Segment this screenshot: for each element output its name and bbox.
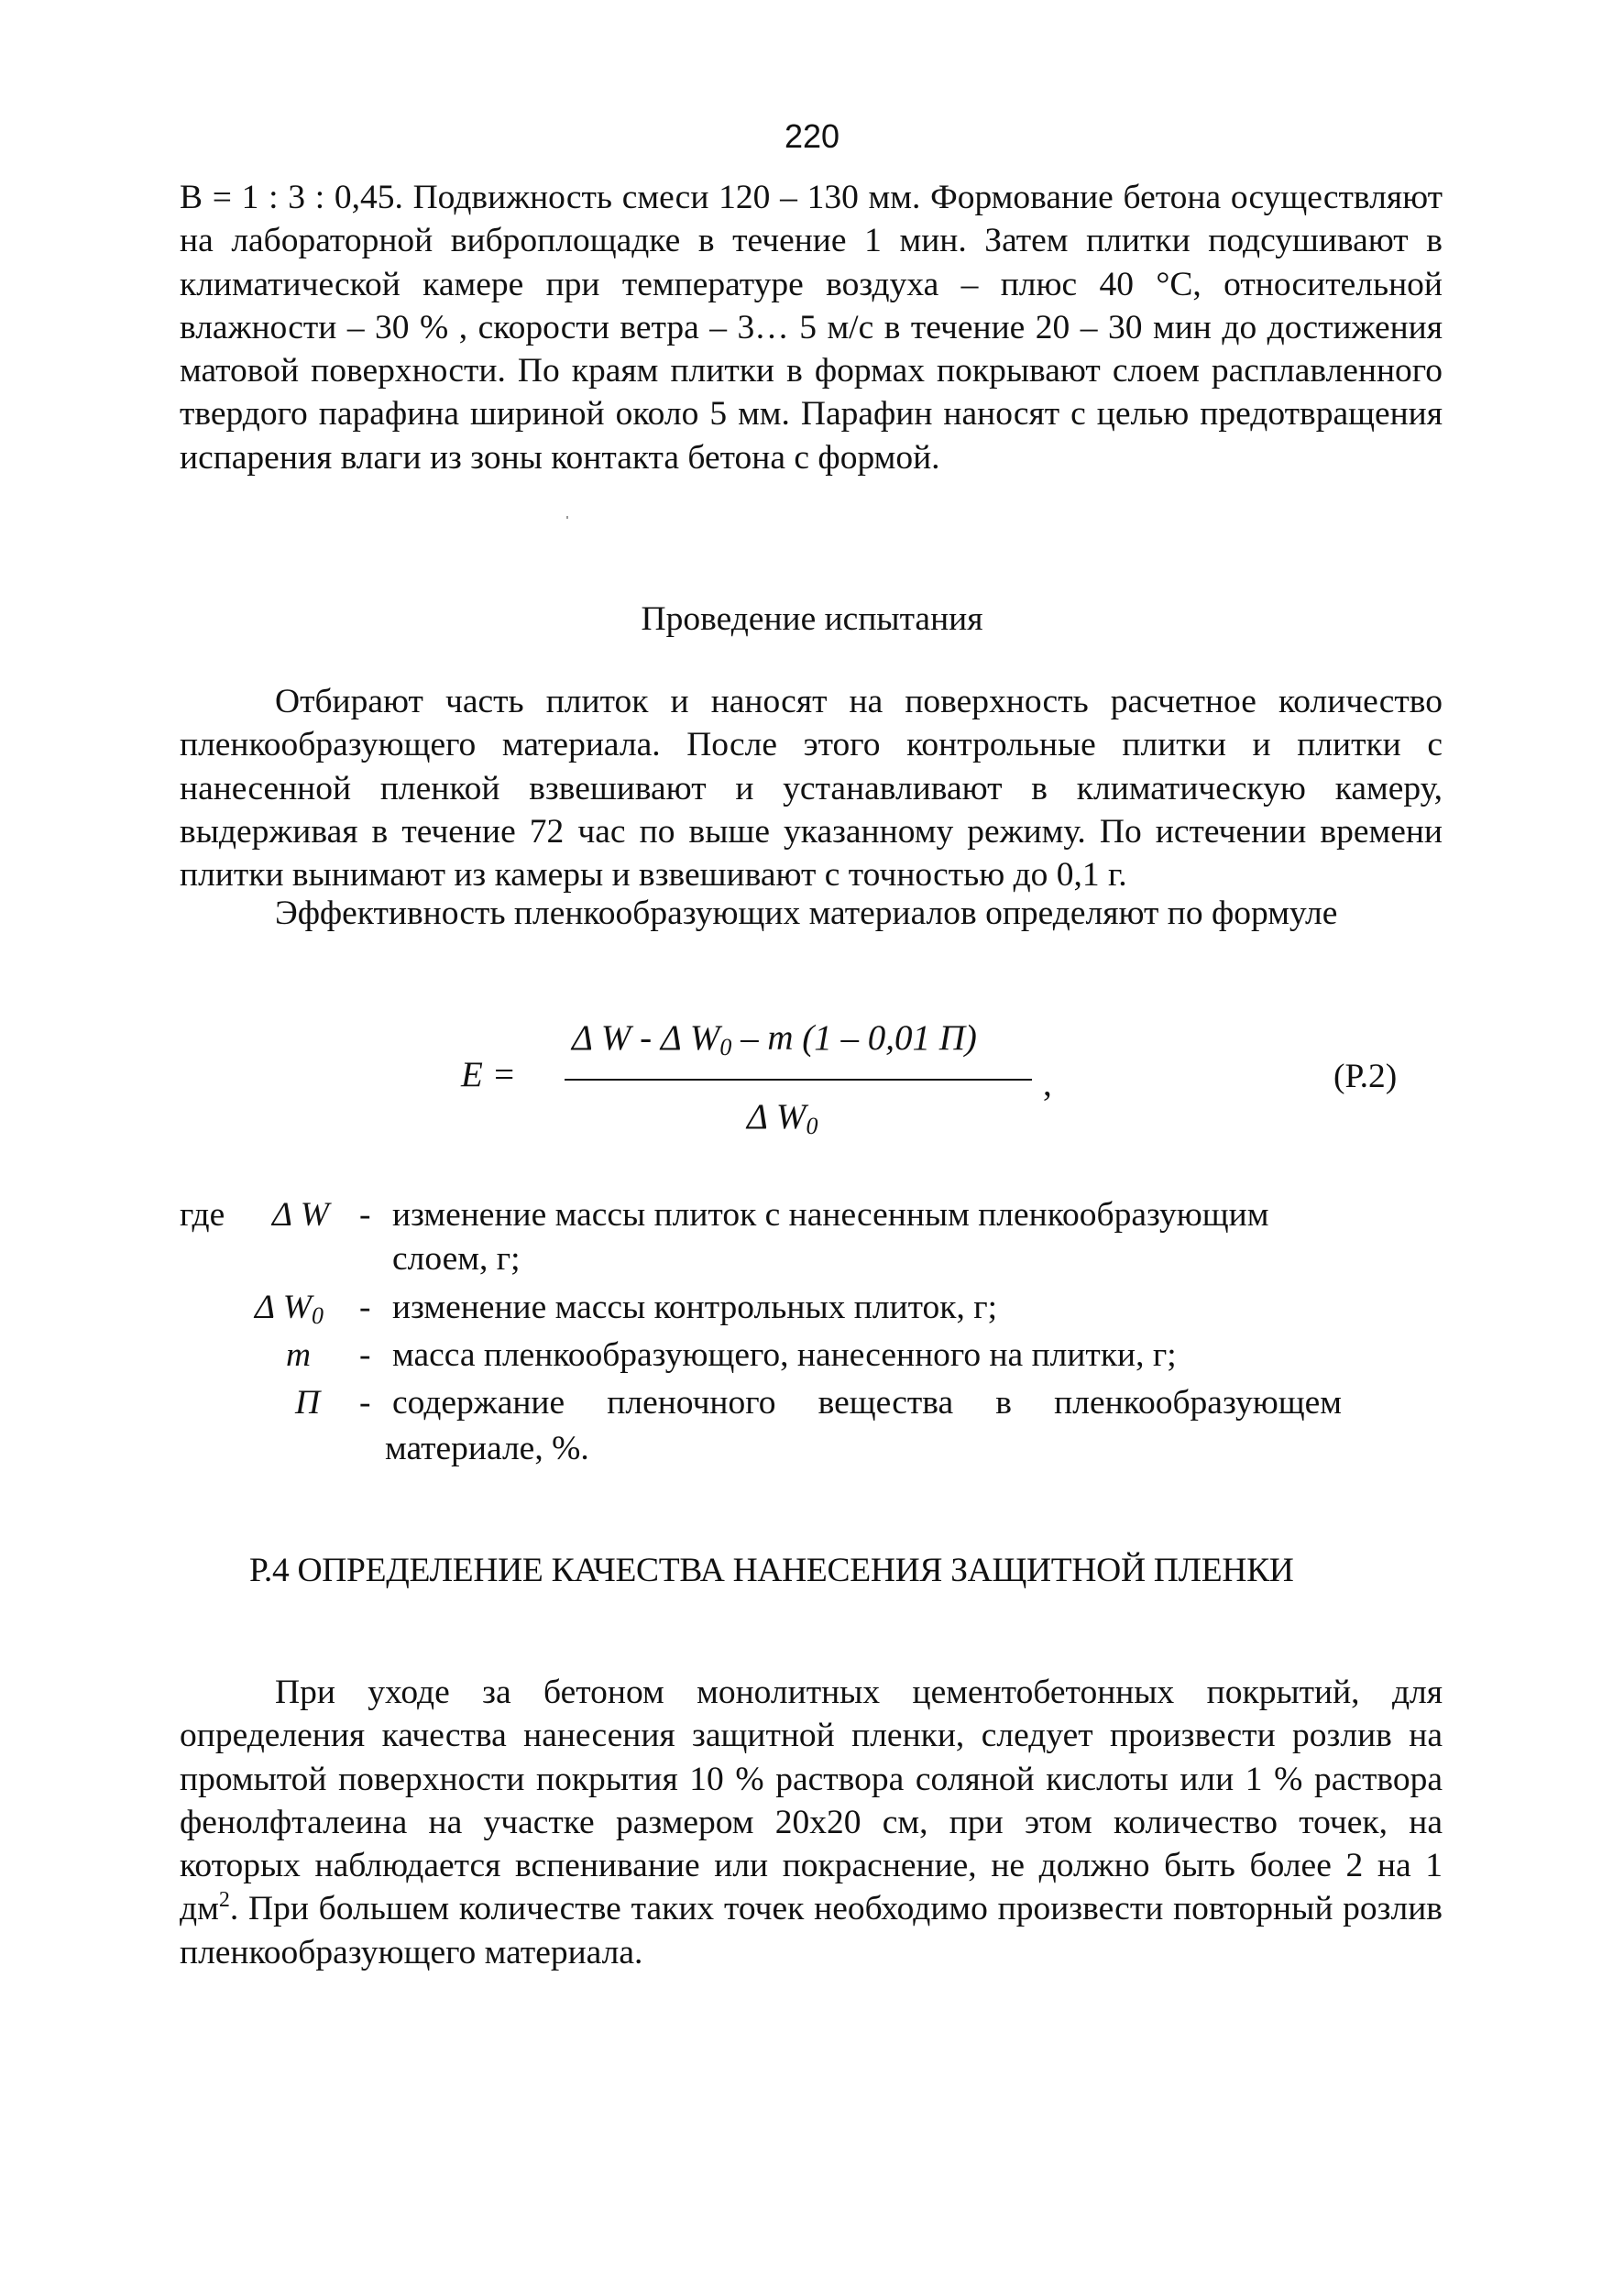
legend-description-delta-w0: изменение массы контрольных плиток, г; [392,1289,998,1326]
paragraph-formula-intro-text: Эффективность пленкообразующих материалов определяют по формуле [275,895,1338,932]
formula-denominator [747,1096,817,1140]
legend-symbol-p: П [295,1384,321,1422]
scan-speck [566,516,568,519]
superscript-squared: 2 [218,1888,230,1913]
paragraph-test-procedure-text: Отбирают часть плиток и наносят на поверхность расчетное количество пленкообразующего материала. После этого контрольные плитки и плитки с нанесенной пленкой взвешивают и устанавливают в климатическую камеру, выдерживая в течение 72 час по выше указанному режиму. По истечении времени плитки вынимают из камеры и взвешивают с точностью до 0,1 г. [180,683,1443,895]
legend-symbol-delta-w0-text: Δ W [255,1289,312,1326]
legend-symbol-m: m [286,1336,312,1374]
formula-numerator-b: – m (1 – 0,01 П) [731,1018,977,1058]
legend-symbol-delta-w: Δ W [272,1196,329,1234]
formula-denominator-text: Δ W [747,1097,807,1136]
formula-number: (Р.2) [1333,1058,1398,1095]
formula-comma: , [1043,1064,1052,1104]
legend-dash: - [359,1336,371,1374]
formula-denominator-subscript: 0 [806,1113,818,1139]
legend-where: где [180,1196,225,1234]
heading-test-procedure: Проведение испытания [641,600,983,638]
formula-lhs: E = [461,1055,516,1094]
paragraph-film-quality-text-1: При уходе за бетоном монолитных цементобетонных покрытий, для определения качества нанесения защитной пленки, следует произвести розлив на промытой поверхности покрытия 10 % раствора соляной кислоты или 1 % раствора фенолфталеина на участке размером 20х20 см, при этом количество точек, на которых наблюдается вспенивание или покраснение, не должно быть более 2 на 1 дм [180,1674,1443,1928]
formula-numerator-a: Δ W - Δ W [572,1018,720,1058]
paragraph-mix-preparation: В = 1 : 3 : 0,45. Подвижность смеси 120 – 130 мм. Формование бетона осуществляют на лабораторной виброплощадке в течение 1 мин. Затем плитки подсушивают в климатической камере при температуре воздуха – плюс 40 °С, относительной влажности – 30 % , скорости ветра – 3… 5 м/с в течение 20 – 30 мин до достижения матовой поверхности. По краям плитки в формах покрывают слоем расплавленного твердого парафина шириной около 5 мм. Парафин наносят с целью предотвращения испарения влаги из зоны контакта бетона с формой. [180,179,1443,477]
legend-dash: - [359,1289,371,1326]
legend-dash: - [359,1196,371,1234]
legend-dash: - [359,1384,371,1422]
formula-numerator-subscript: 0 [719,1034,732,1060]
page-number: 220 [784,117,840,155]
paragraph-film-quality [180,1671,1443,1974]
paragraph-film-quality-text-2: . При большем количестве таких точек необходимо произвести повторный розлив пленкообразующего материала. [180,1890,1443,1971]
legend-description-p: содержание пленочного вещества в пленкообразующем [392,1384,1342,1422]
legend-symbol-delta-w0 [255,1286,324,1337]
legend-description-p-continuation: материале, %. [385,1430,589,1467]
paragraph-formula-intro [180,892,1443,935]
heading-section-p4: Р.4 ОПРЕДЕЛЕНИЕ КАЧЕСТВА НАНЕСЕНИЯ ЗАЩИТНОЙ ПЛЕНКИ [249,1552,1294,1589]
paragraph-test-procedure [180,680,1443,896]
legend-symbol-delta-w0-subscript: 0 [311,1302,324,1329]
legend-description-m: масса пленкообразующего, нанесенного на плитки, г; [392,1336,1177,1374]
fraction-bar [565,1079,1032,1081]
formula-numerator [572,1017,977,1061]
legend-description-delta-w-continuation: слоем, г; [392,1240,521,1278]
legend-description-delta-w: изменение массы плиток с нанесенным пленкообразующим [392,1196,1269,1234]
